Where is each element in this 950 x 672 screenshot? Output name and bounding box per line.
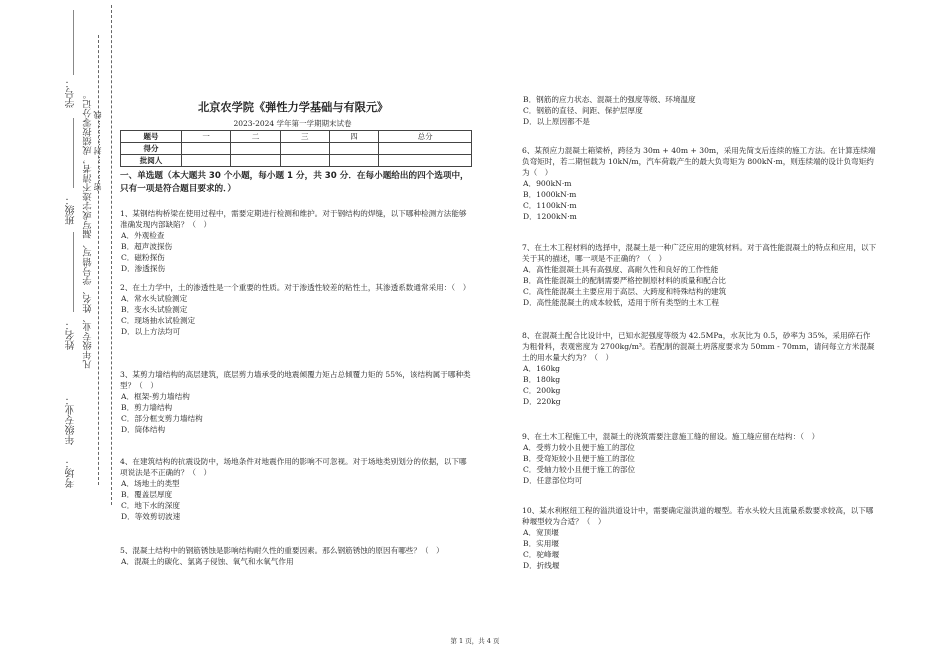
option-b[interactable]: B．剪力墙结构 [121, 403, 173, 412]
question-3 [120, 369, 472, 435]
option-c[interactable]: C．高性能混凝土主要应用于高层、大跨度和特殊结构的建筑 [523, 287, 727, 296]
option-d[interactable]: D．以上原因都不是 [523, 117, 590, 126]
question-stem: 5、混凝土结构中的钢筋锈蚀是影响结构耐久性的重要因素。那么钢筋锈蚀的原因有哪些？（ ） [120, 546, 444, 555]
option-a[interactable]: A．160kg [523, 364, 561, 373]
binding-kaochang-label: 考场： [66, 458, 77, 488]
binding-xuehao-label: 学号： [66, 78, 77, 108]
option-a[interactable]: A．高性能混凝土具有高强度、高耐久性和良好的工作性能 [523, 265, 719, 274]
question-stem: 7、在土木工程材料的选择中，混凝土是一种广泛应用的建筑材料。对于高性能混凝土的特点和应用，以下关于其的描述，哪一项是不正确的？（ ） [522, 243, 877, 263]
binding-xingming-label: 姓名： [66, 320, 77, 350]
score-table-row [121, 143, 472, 155]
score-cell[interactable] [379, 155, 472, 167]
binding-dashed-line-inner [111, 5, 112, 505]
option-c[interactable]: C．现场抽水试验测定 [121, 316, 196, 325]
question-stem: 1、某钢结构桥梁在使用过程中，需要定期进行检测和维护。对于钢结构的焊缝，以下哪种检测方法能够准确发现内部缺陷？（ ） [120, 209, 467, 229]
score-header-cell: 二 [231, 131, 280, 143]
option-a[interactable]: A．场地土的类型 [121, 479, 180, 488]
option-b[interactable]: B．钢筋的应力状态、混凝土的强度等级、环境温度 [523, 95, 696, 104]
option-c[interactable]: C．磁粉探伤 [121, 253, 165, 262]
option-c[interactable]: C．钢筋的直径、间距、保护层厚度 [523, 106, 643, 115]
section-heading: 一、单选题（本大题共 30 个小题，每小题 1 分，共 30 分．在每小题给出的四个选项中，只有一项是符合题目要求的．） [120, 171, 469, 194]
binding-notice: 凡年级专业、姓名、学号错写、漏写或字迹不清者，成绩按零分记。 [83, 90, 94, 369]
score-row-label: 得分 [121, 143, 182, 155]
option-b[interactable]: B．实用堰 [523, 539, 559, 548]
binding-margin [0, 0, 112, 672]
option-a[interactable]: A．框架-剪力墙结构 [121, 392, 190, 401]
question-stem: 9、在土木工程施工中，混凝土的浇筑需要注意施工缝的留设。施工缝应留在结构：（ ） [522, 432, 820, 441]
binding-seal-text: 密………封………线 [93, 110, 102, 191]
score-cell[interactable] [329, 155, 378, 167]
question-1 [120, 208, 472, 274]
question-stem: 6、某预应力混凝土箱梁桥，跨径为 30m + 40m + 30m，采用先简支后连续的施工方法。在计算连续端负弯矩时，若二期恒载为 10kN/m，汽车荷载产生的最大负弯矩为 800kN·m，则连续端的设计负弯矩约为（ ） [522, 146, 876, 177]
binding-banji-line [73, 118, 74, 188]
exam-subtitle: 2023-2024 学年第一学期期末试卷 [233, 119, 352, 128]
binding-zhuanye-label: 年级专业： [66, 395, 77, 445]
option-c[interactable]: C．受轴力较小且便于施工的部位 [523, 465, 636, 474]
question-8 [522, 330, 877, 407]
question-stem: 3、某剪力墙结构的高层建筑，底层剪力墙承受的地震倾覆力矩占总倾覆力矩的 55%，该结构属于哪种类型？（ ） [120, 370, 471, 390]
option-a[interactable]: A．900kN·m [523, 179, 572, 188]
option-d[interactable]: D．任意部位均可 [523, 476, 583, 485]
option-c[interactable]: C．部分框支剪力墙结构 [121, 414, 203, 423]
option-d[interactable]: D．等效剪切波速 [121, 512, 181, 521]
option-a[interactable]: A．混凝土的碳化、氯离子侵蚀、氧气和水氧气作用 [121, 557, 294, 566]
option-b[interactable]: B．1000kN·m [523, 190, 577, 199]
option-a[interactable]: A．宽顶堰 [523, 528, 559, 537]
option-d[interactable]: D．渗透探伤 [121, 264, 166, 273]
option-a[interactable]: A．受剪力较小且便于施工的部位 [523, 443, 635, 452]
score-cell[interactable] [231, 155, 280, 167]
option-c[interactable]: C．地下水的深度 [121, 501, 180, 510]
option-b[interactable]: B．超声波探伤 [121, 242, 173, 251]
question-5 [120, 545, 472, 567]
question-stem: 2、在土力学中，土的渗透性是一个重要的性质。对于渗透性较差的粘性土，其渗透系数通常采用：（ ） [120, 283, 471, 292]
option-c[interactable]: C．驼峰堰 [523, 550, 560, 559]
option-a[interactable]: A．外观检查 [121, 231, 165, 240]
score-header-cell: 三 [280, 131, 329, 143]
score-cell[interactable] [280, 143, 329, 155]
score-header-cell: 题号 [121, 131, 182, 143]
score-cell[interactable] [231, 143, 280, 155]
binding-banji-label: 班级： [66, 195, 77, 225]
exam-title: 北京农学院《弹性力学基础与有限元》 [198, 101, 389, 114]
question-9 [522, 431, 877, 486]
score-header-cell: 总分 [379, 131, 472, 143]
option-b[interactable]: B．受弯矩较小且便于施工的部位 [523, 454, 635, 463]
option-a[interactable]: A．常水头试验测定 [121, 294, 188, 303]
option-c[interactable]: C．1100kN·m [523, 201, 577, 210]
score-cell[interactable] [182, 143, 231, 155]
question-7 [522, 242, 877, 308]
option-b[interactable]: B．变水头试验测定 [121, 305, 188, 314]
score-table-row [121, 155, 472, 167]
score-table [120, 130, 472, 167]
binding-xuehao-line [73, 10, 74, 75]
question-10 [522, 505, 877, 571]
page-footer: 第 1 页，共 4 页 [450, 637, 500, 645]
question-stem: 10、某水利枢纽工程的溢洪道设计中，需要确定溢洪道的堰型。若水头较大且流量系数要求较高，以下哪种堰型较为合适？（ ） [522, 506, 874, 526]
score-cell[interactable] [280, 155, 329, 167]
question-5-continued [522, 94, 877, 127]
question-2 [120, 282, 472, 337]
option-b[interactable]: B．180kg [523, 375, 561, 384]
question-4 [120, 456, 472, 522]
score-row-label: 批阅人 [121, 155, 182, 167]
question-6 [522, 145, 877, 222]
option-c[interactable]: C．200kg [523, 386, 561, 395]
option-b[interactable]: B．覆盖层厚度 [121, 490, 173, 499]
score-cell[interactable] [182, 155, 231, 167]
option-d[interactable]: D．筒体结构 [121, 425, 166, 434]
score-header-cell: 一 [182, 131, 231, 143]
score-cell[interactable] [379, 143, 472, 155]
score-header-cell: 四 [329, 131, 378, 143]
option-b[interactable]: B．高性能混凝土的配制需要严格控制原材料的质量和配合比 [523, 276, 727, 285]
question-stem: 4、在建筑结构的抗震设防中，场地条件对地震作用的影响不可忽视。对于场地类别划分的依据，以下哪项说法是不正确的？（ ） [120, 457, 467, 477]
binding-dashed-line-outer [98, 35, 99, 485]
option-d[interactable]: D．220kg [523, 397, 561, 406]
option-d[interactable]: D．1200kN·m [523, 212, 577, 221]
binding-xingming-line [73, 232, 74, 312]
option-d[interactable]: D．以上方法均可 [121, 327, 181, 336]
question-stem: 8、在混凝土配合比设计中，已知水泥强度等级为 42.5MPa，水灰比为 0.5，砂率为 35%，采用碎石作为粗骨料，表观密度为 2700kg/m³。若配制的混凝土坍落度要求为 50mm - 70mm，请问每立方米混凝土的用水量大约为？（ ） [522, 331, 875, 362]
score-table-header-row [121, 131, 472, 143]
score-cell[interactable] [329, 143, 378, 155]
option-d[interactable]: D．高性能混凝土的成本较低，适用于所有类型的土木工程 [523, 298, 719, 307]
option-d[interactable]: D．折线堰 [523, 561, 560, 570]
